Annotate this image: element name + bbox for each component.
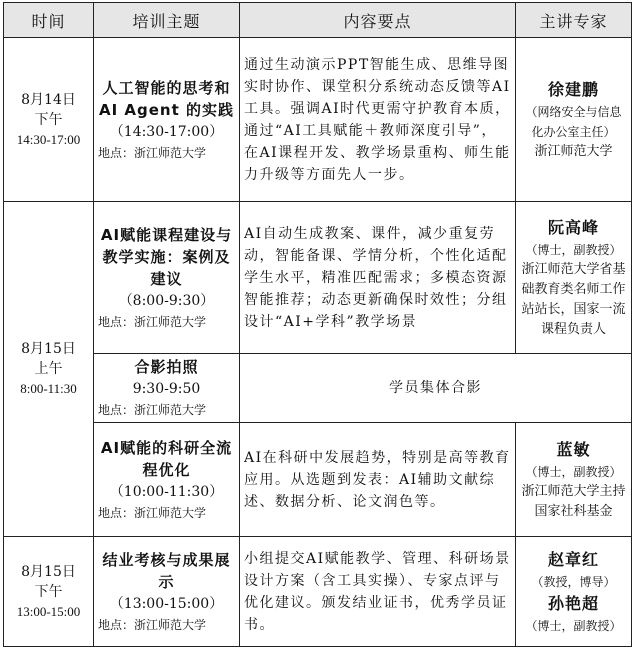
- expert-cell: [516, 38, 632, 202]
- table-row: [4, 202, 632, 354]
- expert-name-2: 孙艳超: [547, 593, 599, 613]
- expert-cell: [516, 202, 632, 354]
- expert-cell: [516, 537, 632, 647]
- topic-time: （14:30-17:00）: [109, 123, 224, 140]
- header-topic: 培训主题: [94, 3, 240, 38]
- time-cell: [4, 38, 94, 202]
- expert-title: （博士，副教授）: [525, 242, 622, 257]
- topic-title: 结业考核与成果展示: [102, 550, 231, 591]
- topic-location: 地点：浙江师范大学: [98, 617, 207, 632]
- table-row: [4, 537, 632, 647]
- topic-cell: [94, 38, 240, 202]
- topic-location: 地点：浙江师范大学: [98, 403, 207, 417]
- date: 8月15日: [21, 563, 76, 580]
- expert-affiliation: 浙江师范大学省基础教育类名师工作站站长，国家一流课程负责人: [521, 261, 626, 337]
- expert-title: （博士，副教授）: [525, 464, 622, 479]
- topic-title: 合影拍照: [134, 358, 199, 376]
- content-cell: AI在科研中发展趋势，特别是高等教育应用。从选题到发表：AI辅助文献综述、数据分析、论文润色等。: [240, 423, 516, 537]
- header-row: [4, 3, 632, 38]
- topic-cell: [94, 202, 240, 354]
- topic-cell: [94, 354, 240, 423]
- header-time: 时间: [4, 3, 94, 38]
- expert-name: 赵章红: [547, 549, 599, 569]
- expert-title: （教授，博导）: [531, 574, 616, 589]
- table-row: [4, 423, 632, 537]
- topic-location: 地点：浙江师范大学: [98, 505, 207, 520]
- time-range: 14:30-17:00: [16, 131, 81, 147]
- table-row: [4, 354, 632, 423]
- topic-cell: [94, 423, 240, 537]
- topic-location: 地点：浙江师范大学: [98, 314, 207, 329]
- period: 上午: [34, 361, 63, 377]
- expert-affiliation: 浙江师范大学主持国家社科基金: [521, 483, 626, 519]
- table-row: [4, 38, 632, 202]
- topic-time: （8:00-9:30）: [118, 292, 215, 309]
- period: 下午: [34, 111, 63, 128]
- topic-time: 9:30-9:50: [132, 381, 201, 397]
- expert-name: 徐建鹏: [547, 79, 599, 99]
- topic-cell: [94, 537, 240, 647]
- expert-name: 蓝敏: [556, 439, 591, 459]
- time-range: 8:00-11:30: [20, 381, 77, 396]
- topic-time: （10:00-11:30）: [109, 483, 224, 500]
- expert-title-2: （博士，副教授）: [525, 618, 622, 633]
- expert-affiliation: 浙江师范大学: [534, 143, 613, 159]
- time-cell: [4, 202, 94, 537]
- topic-title: AI赋能课程建设与教学实施：案例及建议: [100, 225, 233, 288]
- topic-location: 地点：浙江师范大学: [98, 145, 207, 160]
- period: 下午: [34, 583, 63, 600]
- content-cell: 学员集体合影: [240, 354, 632, 423]
- training-schedule-table: [3, 2, 632, 647]
- topic-title: 人工智能的思考和 AI Agent 的实践: [98, 78, 234, 119]
- header-expert: 主讲专家: [516, 3, 632, 38]
- content-cell: AI自动生成教案、课件，减少重复劳动，智能备课、学情分析，个性化适配学生水平，精准匹配需求；多模态资源智能推荐；动态更新确保时效性；分组设计“AI+学科”教学场景: [240, 202, 516, 354]
- expert-title: （网络安全与信息化办公室主任）: [525, 104, 622, 139]
- topic-title: AI赋能的科研全流程优化: [100, 438, 233, 479]
- expert-cell: [516, 423, 632, 537]
- content-cell: 小组提交AI赋能教学、管理、科研场景设计方案（含工具实操）、专家点评与优化建议。颁发结业证书，优秀学员证书。: [240, 537, 516, 647]
- time-cell: [4, 537, 94, 647]
- expert-name: 阮高峰: [547, 217, 599, 237]
- date: 8月14日: [21, 91, 76, 108]
- content-cell: 通过生动演示PPT智能生成、思维导图实时协作、课堂积分系统动态反馈等AI工具。强调AI时代更需守护教育本质，通过“AI工具赋能＋教师深度引导”，在AI课程开发、教学场景重构、师生能力升级等方面先人一步。: [240, 38, 516, 202]
- date: 8月15日: [21, 341, 76, 357]
- time-range: 13:00-15:00: [16, 603, 81, 619]
- topic-time: （13:00-15:00）: [109, 595, 224, 612]
- header-content: 内容要点: [240, 3, 516, 38]
